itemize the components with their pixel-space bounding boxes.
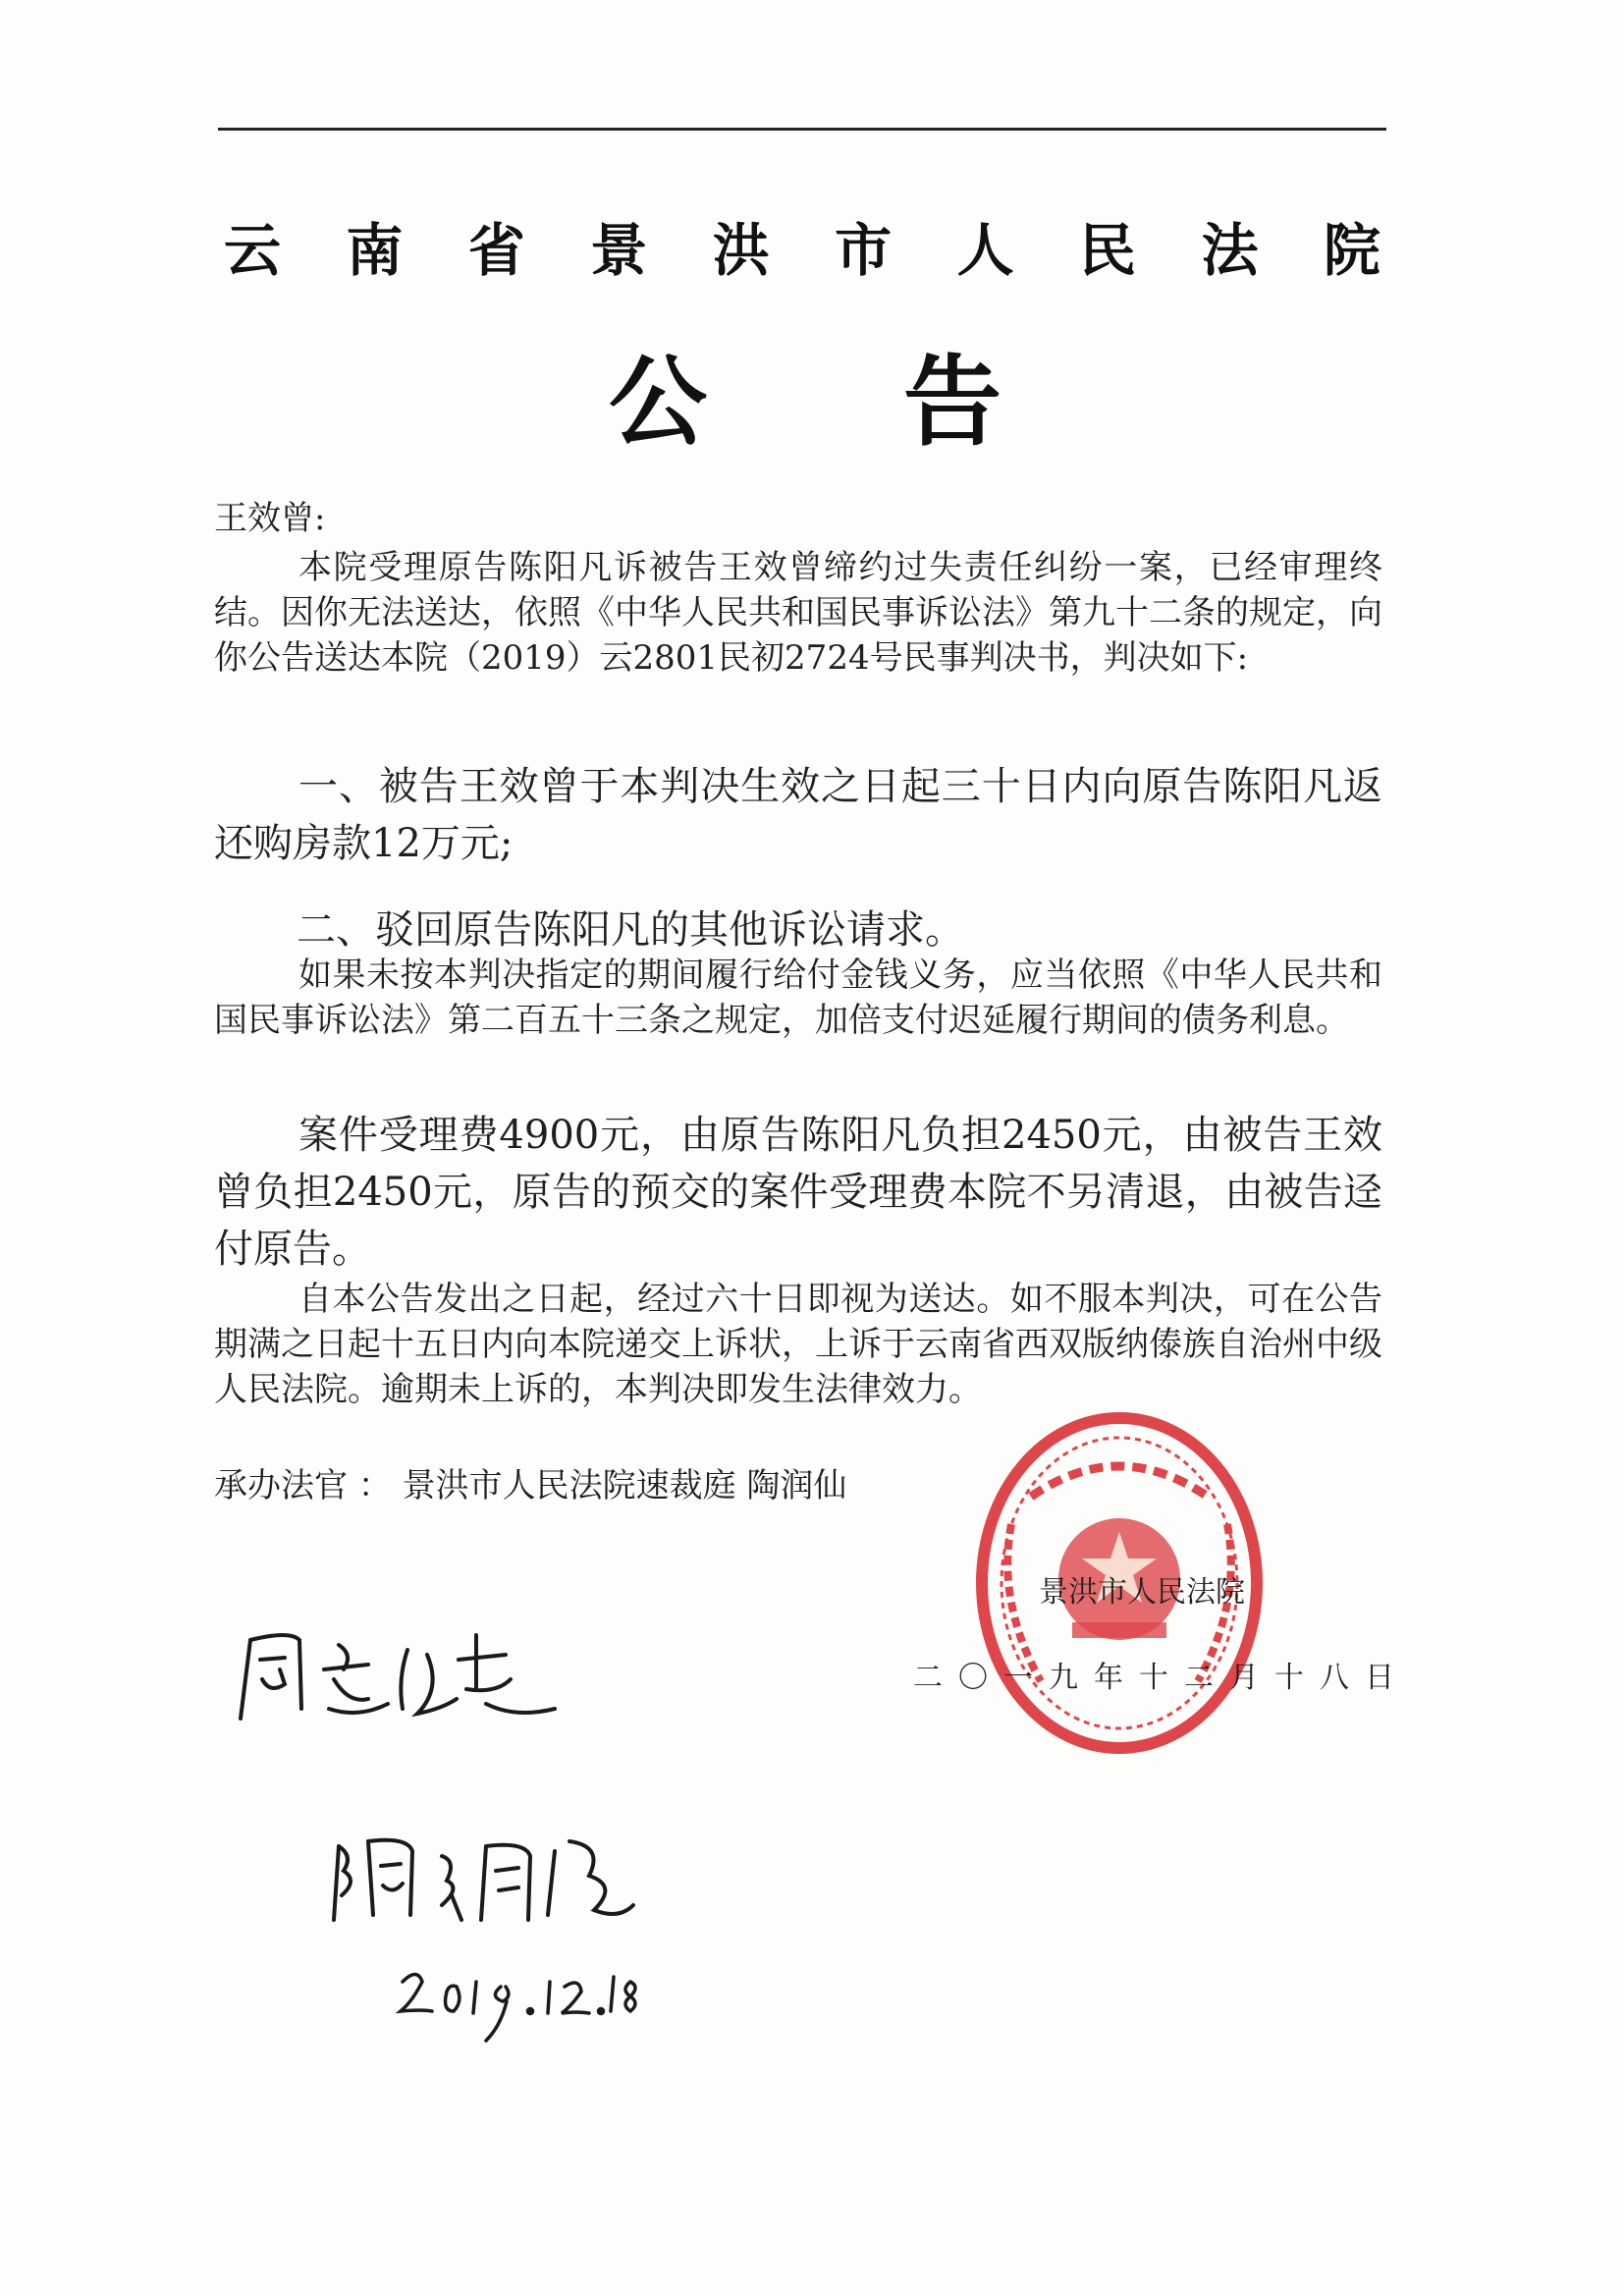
court-name-char: 云 — [223, 217, 281, 284]
handwritten-date — [393, 1942, 648, 2050]
judgment-item-1: 一、被告王效曾于本判决生效之日起三十日内向原告陈阳凡返还购房款12万元; — [214, 764, 1382, 866]
delivery-paragraph: 自本公告发出之日起，经过六十日即视为送达。如不服本判决，可在公告期满之日起十五日内向本院递交上诉状，上诉于云南省西双版纳傣族自治州中级人民法院。逾期未上诉的，本判决即发生法律效力。 — [214, 1280, 1382, 1409]
court-name-char: 法 — [1201, 217, 1259, 284]
court-name-char: 人 — [956, 217, 1014, 284]
court-name-heading — [218, 211, 1386, 290]
notice-title — [609, 344, 1001, 462]
addressee: 王效曾: — [214, 499, 326, 538]
judge-signature — [324, 1827, 638, 1935]
court-name-char: 院 — [1323, 217, 1380, 284]
signoff-date: 二〇一九年十二月十八日 — [913, 1661, 1410, 1695]
court-name-char: 市 — [835, 217, 893, 284]
judgment-item-2: 二、驳回原告陈阳凡的其他诉讼请求。 — [297, 907, 964, 953]
judge-line: 承办法官 ： 景洪市人民法院速裁庭 陶润仙 — [214, 1466, 847, 1505]
court-name-char: 南 — [346, 217, 404, 284]
notice-title-char: 告 — [903, 345, 1001, 460]
intro-paragraph: 本院受理原告陈阳凡诉被告王效曾缔约过失责任纠纷一案，已经审理终结。因你无法送达，依照《中华人民共和国民事诉讼法》第九十二条的规定，向你公告送达本院（2019）云2801民初2724号民事判决书，判决如下: — [214, 548, 1382, 678]
header-rule — [218, 128, 1386, 131]
notice-title-char: 公 — [609, 345, 707, 460]
court-name-char: 民 — [1079, 217, 1137, 284]
performance-paragraph: 如果未按本判决指定的期间履行给付金钱义务，应当依照《中华人民共和国民事诉讼法》第二百五十三条之规定，加倍支付迟延履行期间的债务利息。 — [214, 956, 1382, 1040]
court-name-char: 省 — [467, 217, 525, 284]
court-name-char: 景 — [590, 217, 648, 284]
signoff-court: 景洪市人民法院 — [1039, 1575, 1245, 1610]
fee-paragraph: 案件受理费4900元，由原告陈阳凡负担2450元，由被告王效曾负担2450元，原告的预交的案件受理费本院不另清退，由被告迳付原告。 — [214, 1113, 1382, 1272]
approval-signature — [231, 1611, 565, 1738]
court-name-char: 洪 — [712, 217, 770, 284]
